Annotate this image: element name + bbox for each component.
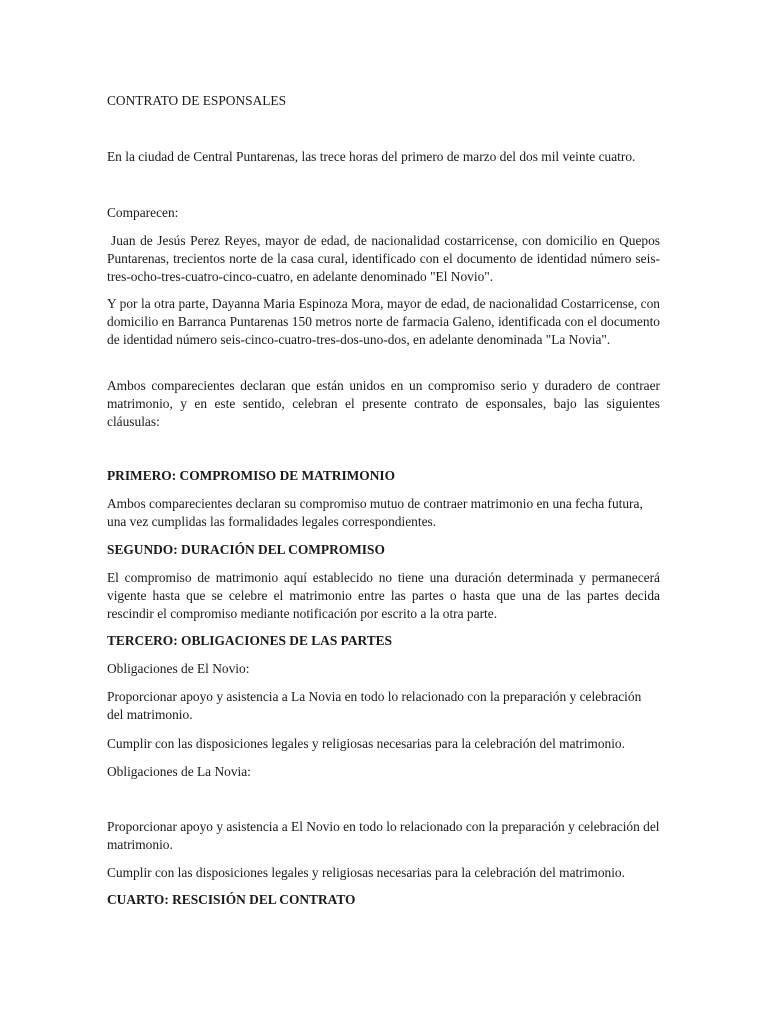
intro-paragraph: En la ciudad de Central Puntarenas, las trece horas del primero de marzo del dos mil veinte cuatro. [107, 149, 636, 164]
groom-obligations-label: Obligaciones de El Novio: [107, 661, 250, 676]
groom-obligation-item: Proporcionar apoyo y asistencia a La Novia en todo lo relacionado con la preparación y celebración del matrimonio. [107, 689, 642, 722]
clause-3-heading: TERCERO: OBLIGACIONES DE LAS PARTES [107, 633, 393, 648]
clause-1-body: Ambos comparecientes declaran su compromiso mutuo de contraer matrimonio en una fecha futura, una vez cumplidas las formalidades legales correspondientes. [107, 496, 643, 529]
declaration-paragraph: Ambos comparecientes declaran que están unidos en un compromiso serio y duradero de contraer matrimonio, y en este sentido, celebran el presente contrato de esponsales, bajo las siguientes cláusulas: [107, 378, 660, 429]
bride-obligation-item: Cumplir con las disposiciones legales y religiosas necesarias para la celebración del matrimonio. [107, 865, 625, 880]
bride-obligations-label: Obligaciones de La Novia: [107, 764, 251, 779]
bride-obligation-item: Proporcionar apoyo y asistencia a El Novio en todo lo relacionado con la preparación y celebración del matrimonio. [107, 819, 660, 852]
groom-obligation-item: Cumplir con las disposiciones legales y religiosas necesarias para la celebración del matrimonio. [107, 736, 625, 751]
clause-2-heading: SEGUNDO: DURACIÓN DEL COMPROMISO [107, 542, 385, 557]
party-bride-paragraph: Y por la otra parte, Dayanna Maria Espinoza Mora, mayor de edad, de nacionalidad Costarricense, con domicilio en Barranca Puntarenas 150 metros norte de farmacia Galeno, identificada con el documento de identidad número seis-cinco-cuatro-tres-dos-uno-dos, en adelante denominada "La Novia". [107, 296, 660, 347]
clause-4-heading: CUARTO: RESCISIÓN DEL CONTRATO [107, 892, 356, 907]
document-title: CONTRATO DE ESPONSALES [107, 93, 287, 108]
comparecen-label: Comparecen: [107, 205, 179, 220]
party-groom-paragraph: Juan de Jesús Perez Reyes, mayor de edad, de nacionalidad costarricense, con domicilio en Quepos Puntarenas, trecientos norte de la casa cural, identificado con el documento de identidad número seis-tres-ocho-tres-cuatro-cinco-cuatro, en adelante denominado "El Novio". [107, 233, 660, 284]
clause-1-heading: PRIMERO: COMPROMISO DE MATRIMONIO [107, 468, 396, 483]
clause-2-body: El compromiso de matrimonio aquí establecido no tiene una duración determinada y permanecerá vigente hasta que se celebre el matrimonio entre las partes o hasta que una de las partes decida rescindir el compromiso mediante notificación por escrito a la otra parte. [107, 570, 660, 621]
